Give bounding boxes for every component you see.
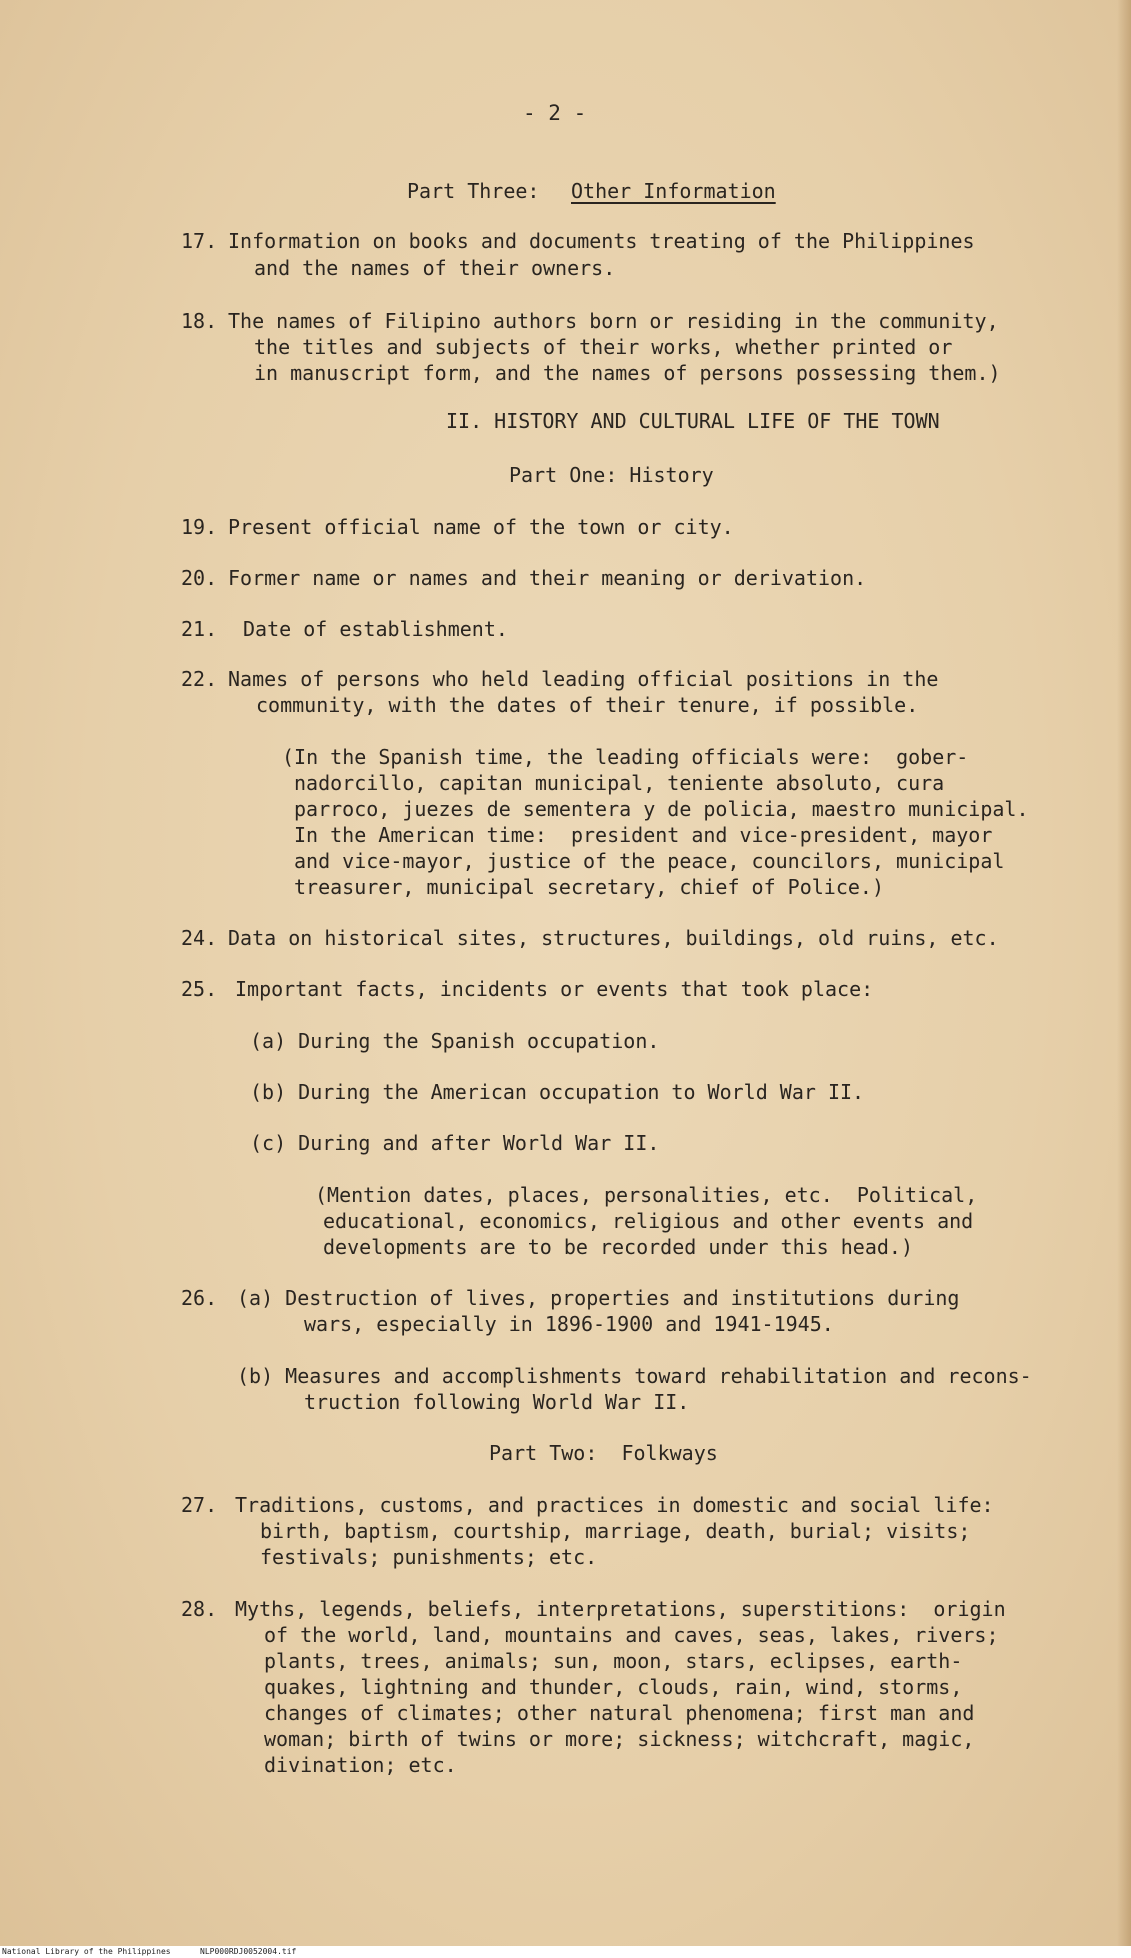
item-28-line-7: divination; etc. [264, 1753, 457, 1777]
item-26b-line-1: (b) Measures and accomplishments toward rehabilitation and recons- [237, 1364, 1032, 1388]
item-22-number: 22. [181, 667, 218, 691]
item-17-number: 17. [181, 229, 218, 253]
part-two-heading: Part Two: Folkways [489, 1441, 718, 1465]
item-25c: (c) During and after World War II. [250, 1131, 660, 1155]
item-19-line-1: Present official name of the town or city. [228, 515, 734, 539]
item-25-note-line-3: developments are to be recorded under this head.) [323, 1235, 914, 1259]
part-three-label: Part Three: [407, 179, 540, 203]
item-27-line-1: Traditions, customs, and practices in domestic and social life: [235, 1493, 994, 1517]
item-28-line-6: woman; birth of twins or more; sickness; witchcraft, magic, [264, 1727, 975, 1751]
item-17-line-2: and the names of their owners. [254, 256, 616, 280]
item-21-number: 21. [181, 617, 218, 641]
item-25-line-1: Important facts, incidents or events that took place: [235, 977, 874, 1001]
item-20-line-1: Former name or names and their meaning or derivation. [228, 566, 867, 590]
item-17-line-1: Information on books and documents treating of the Philippines [228, 229, 975, 253]
item-20-number: 20. [181, 566, 218, 590]
item-22-note-line-6: treasurer, municipal secretary, chief of Police.) [294, 875, 885, 899]
footer-library: National Library of the Philippines [2, 1947, 171, 1956]
item-22-note-line-2: nadorcillo, capitan municipal, teniente absoluto, cura [294, 771, 945, 795]
item-27-line-2: birth, baptism, courtship, marriage, death, burial; visits; [260, 1519, 971, 1543]
page-edge-shadow [1117, 0, 1131, 1958]
item-21-line-1: Date of establishment. [243, 617, 508, 641]
item-28-line-2: of the world, land, mountains and caves, seas, lakes, rivers; [264, 1623, 999, 1647]
item-22-note-line-1: (In the Spanish time, the leading officials were: gober- [282, 745, 969, 769]
item-28-line-1: Myths, legends, beliefs, interpretations, superstitions: origin [235, 1597, 1006, 1621]
item-26-number: 26. [181, 1286, 218, 1310]
page-number: - 2 - [523, 101, 587, 125]
item-28-line-4: quakes, lightning and thunder, clouds, rain, wind, storms, [264, 1675, 963, 1699]
item-22-note-line-3: parroco, juezes de sementera y de policia, maestro municipal. [294, 797, 1029, 821]
item-25-number: 25. [181, 977, 218, 1001]
item-25-note-line-1: (Mention dates, places, personalities, etc. Political, [315, 1183, 978, 1207]
part-three-title: Other Information [571, 179, 776, 203]
item-18-line-1: The names of Filipino authors born or residing in the community, [228, 309, 999, 333]
item-25b: (b) During the American occupation to World War II. [250, 1080, 865, 1104]
item-18-line-3: in manuscript form, and the names of persons possessing them.) [254, 361, 1001, 385]
footer-file: NLP000RDJ0052004.tif [200, 1947, 297, 1956]
item-25-note-line-2: educational, economics, religious and other events and [323, 1209, 974, 1233]
item-22-line-2: community, with the dates of their tenure, if possible. [256, 693, 919, 717]
section-ii-heading: II. HISTORY AND CULTURAL LIFE OF THE TOWN [446, 409, 940, 433]
item-27-line-3: festivals; punishments; etc. [260, 1545, 598, 1569]
item-22-line-1: Names of persons who held leading official positions in the [228, 667, 939, 691]
item-18-line-2: the titles and subjects of their works, whether printed or [254, 335, 953, 359]
item-25a: (a) During the Spanish occupation. [250, 1029, 660, 1053]
item-19-number: 19. [181, 515, 218, 539]
item-18-number: 18. [181, 309, 218, 333]
item-27-number: 27. [181, 1493, 218, 1517]
part-one-heading: Part One: History [509, 463, 714, 487]
scan-footer [0, 1946, 1131, 1958]
item-24-line-1: Data on historical sites, structures, buildings, old ruins, etc. [228, 926, 999, 950]
item-28-line-3: plants, trees, animals; sun, moon, stars, eclipses, earth- [264, 1649, 963, 1673]
item-24-number: 24. [181, 926, 218, 950]
item-26-line-1: (a) Destruction of lives, properties and institutions during [237, 1286, 960, 1310]
item-26-line-2: wars, especially in 1896-1900 and 1941-1945. [304, 1312, 834, 1336]
item-22-note-line-4: In the American time: president and vice-president, mayor [294, 823, 993, 847]
item-22-note-line-5: and vice-mayor, justice of the peace, councilors, municipal [294, 849, 1005, 873]
item-28-number: 28. [181, 1597, 218, 1621]
item-26b-line-2: truction following World War II. [304, 1390, 690, 1414]
item-28-line-5: changes of climates; other natural phenomena; first man and [264, 1701, 975, 1725]
